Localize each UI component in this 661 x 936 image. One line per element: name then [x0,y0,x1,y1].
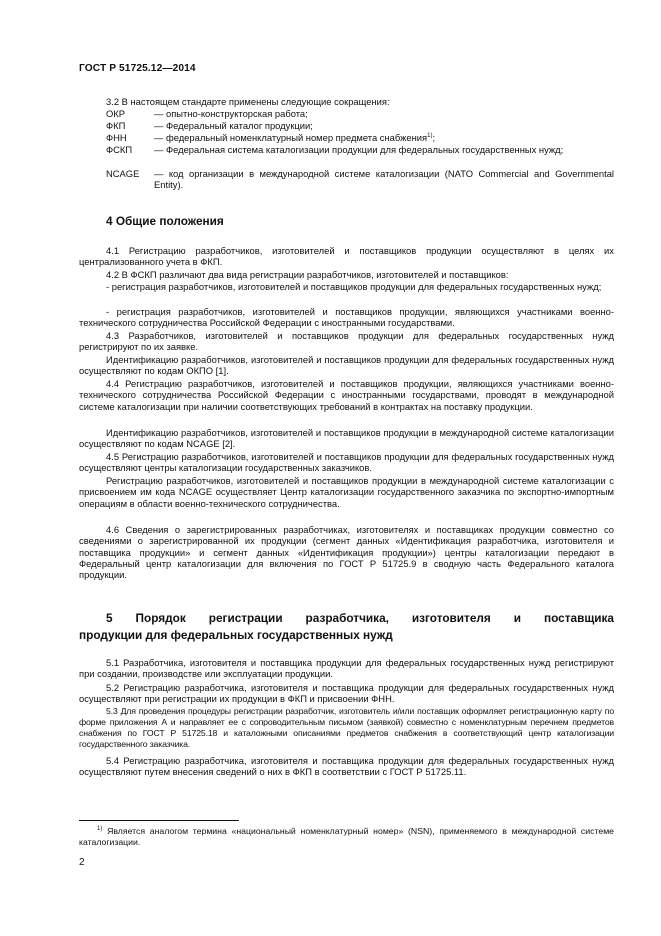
paragraph-4-3: 4.3 Разработчиков, изготовителей и поставщиков продукции для федеральных государственных нужд регистрируют по их заявке. [79,330,614,353]
abbreviation-key: ФКП [106,120,126,131]
paragraph-4-2-item-2: - регистрация разработчиков, изготовителей и поставщиков продукции, являющихся участниками военно-технического сотрудничества Российской Федерации с иностранными государствами. [79,306,614,329]
paragraph-5-4: 5.4 Регистрацию разработчика, изготовителя и поставщика продукции для федеральных государственных нужд осуществляют путем внесения сведений о них в ФКП в соответствии с ГОСТ Р 51725.11. [79,755,614,778]
abbreviation-value: — Федеральная система каталогизации продукции для федеральных государственных нужд; [154,144,564,155]
paragraph-4-2-item-1: - регистрация разработчиков, изготовителей и поставщиков продукции для федеральных государственных нужд; [106,281,602,292]
paragraph-4-5-ncage: Регистрацию разработчиков, изготовителей и поставщиков продукции в международной системе каталогизации с присвоением им кода NCAGE осуществляет Центр каталогизации государственного заказчика по экспортно-импортным операциям в области военно-технического сотрудничества. [79,475,614,509]
footnote [79,826,614,848]
paragraph-4-2: 4.2 В ФСКП различают два вида регистрации разработчиков, изготовителей и поставщиков: [106,269,509,280]
abbreviation-tail: ; [432,132,436,143]
document-header: ГОСТ Р 51725.12—2014 [79,63,196,74]
paragraph-5-1: 5.1 Разработчика, изготовителя и поставщика продукции для федеральных государственных нужд регистрируют при создании, производстве или эксплуатации продукции. [79,657,614,680]
abbreviation-value: — федеральный номенклатурный номер предмета снабжения [154,132,428,143]
abbreviation-value: — Федеральный каталог продукции; [154,120,313,131]
abbreviation-value-wrap [154,132,614,143]
paragraph-4-5: 4.5 Регистрацию разработчиков, изготовителей и поставщиков продукции для федеральных государственных нужд осуществляют центры каталогизации государственных заказчиков. [79,451,614,474]
abbreviation-key: ФСКП [106,144,133,155]
footnote-text: Является аналогом термина «национальный номенклатурный номер» (NSN), применяемого в международной системе каталогизации. [79,826,614,847]
section-4-heading: 4 Общие положения [106,214,224,228]
section-5-heading-line-1: 5 Порядок регистрации разработчика, изготовителя и поставщика [106,611,614,625]
abbreviation-item [106,168,614,190]
abbreviation-key: ОКР [106,108,126,119]
footnote-marker: 1) [97,826,103,833]
abbreviation-key: ФНН [106,132,127,143]
abbreviation-item [106,132,614,143]
paragraph-4-1: 4.1 Регистрацию разработчиков, изготовителей и поставщиков продукции осуществляют в целях их централизованного учета в ФКП. [79,245,614,268]
abbreviation-item [106,144,614,155]
abbreviation-key: NCAGE [106,168,140,179]
abbreviation-value: — код организации в международной системе каталогизации (NATO Commercial and Governmental Entity). [154,168,614,191]
abbreviation-value: — опытно-конструкторская работа; [154,108,308,119]
paragraph-4-4: 4.4 Регистрацию разработчиков, изготовителей и поставщиков продукции, являющихся участниками военно-технического сотрудничества Российской Федерации с иностранными государствами, проводят в международной системе каталогизации при наличии соответствующих требований в контрактах на поставку продукции. [79,378,614,412]
paragraph-5-2: 5.2 Регистрацию разработчика, изготовителя и поставщика продукции для федеральных государственных нужд осуществляют при регистрации их продукции в ФКП и присвоении ФНН. [79,682,614,705]
paragraph-4-6: 4.6 Сведения о зарегистрированных разработчиках, изготовителях и поставщиках продукции совместно со сведениями о зарегистрированной их продукции (сегмент данных «Идентификация разработчика, изготовителя и поставщика продукции» и сегмент данных «Идентификация продукции») центры каталогизации передают в Федеральный центр каталогизации для включения по ГОСТ Р 51725.9 в сводную часть Федерального каталога продукции. [79,524,614,581]
footnote-separator [79,820,239,821]
page-number: 2 [79,857,85,868]
abbreviation-item [106,120,614,131]
section-5-heading-line-2: продукции для федеральных государственных нужд [79,628,393,642]
abbreviations-intro: 3.2 В настоящем стандарте применены следующие сокращения: [106,96,390,107]
paragraph-4-3-id: Идентификацию разработчиков, изготовителей и поставщиков продукции для федеральных государственных нужд осуществляют по кодам ОКПО [1]. [79,354,614,377]
footnote-ref[interactable]: 1) [427,132,433,139]
abbreviation-item [106,108,614,119]
paragraph-4-4-id: Идентификацию разработчиков, изготовителей и поставщиков продукции в международной системе каталогизации осуществляют по кодам NCAGE [2]. [79,427,614,450]
paragraph-5-3: 5.3 Для проведения процедуры регистрации разработчик, изготовитель и/или поставщик оформляет регистрационную карту по форме приложения А и направляет ее с сопроводительным письмом (заявкой) совместно с номенклатурным перечнем предметов снабжения по ГОСТ Р 51725.18 и каталожными описаниями предметов снабжения в соответствующий центр каталогизации государственного заказчика. [79,706,614,749]
